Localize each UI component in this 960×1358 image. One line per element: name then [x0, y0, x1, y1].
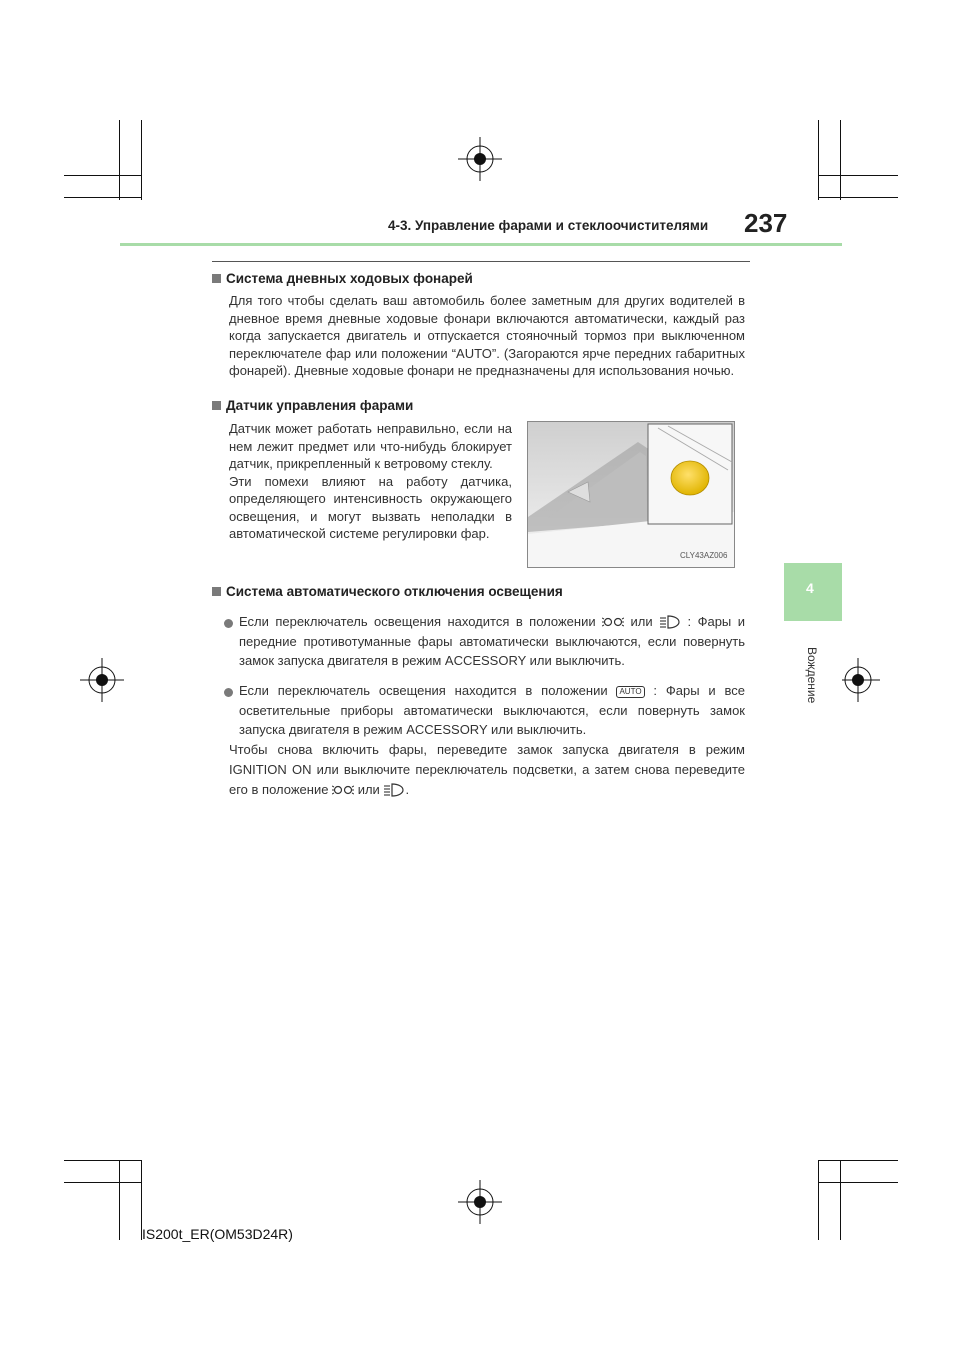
headlights-icon	[659, 614, 681, 630]
parking-lights-icon	[602, 614, 624, 630]
model-code: IS200t_ER(OM53D24R)	[142, 1226, 293, 1242]
page-number: 237	[744, 208, 788, 238]
square-bullet-icon	[212, 401, 221, 410]
section-paragraph: Для того чтобы сделать ваш автомобиль более заметным для других водителей в дневное время дневные ходовые фонари включаются автоматически, каждый раз когда запускается двигатель и отпускается стояночный тормоз при выключенном переключателе фар или положении “AUTO”. (Загораются ярче передних габаритных фонарей). Дневные ходовые фонари не предназначены для использования ночью.	[229, 293, 745, 378]
chapter-label: Вождение	[805, 647, 819, 704]
section-paragraph: Датчик может работать неправильно, если на нем лежит предмет или что-нибудь блокирует датчик, прикрепленный к ветровому стеклу. Эти помехи влияют на работу датчика, определяющего интенсивность окружающего освещения, и могут вызвать неполадки в автоматической системе регулировки фар.	[229, 421, 512, 541]
header-divider	[120, 243, 842, 246]
square-bullet-icon	[212, 274, 221, 283]
square-bullet-icon	[212, 587, 221, 596]
bullet-paragraph: Если переключатель освещения находится в положении или : Фары и передние противотуманные фары автоматически выключаются, если повернуть замок запуска двигателя в режим ACCESSORY или выключить.	[239, 614, 745, 668]
auto-mode-icon: AUTO	[616, 686, 644, 698]
registration-mark-right	[836, 658, 880, 702]
round-bullet-icon	[224, 619, 233, 628]
parking-lights-icon	[332, 782, 354, 798]
registration-mark-bottom	[458, 1180, 502, 1224]
chapter-number: 4	[806, 580, 814, 596]
sensor-illustration	[527, 421, 735, 568]
registration-mark-left	[80, 658, 124, 702]
section-heading: Система дневных ходовых фонарей	[212, 271, 473, 286]
figure-code: CLY43AZ006	[680, 551, 728, 560]
registration-mark-top	[458, 137, 502, 181]
section-title: 4-3. Управление фарами и стеклоочистителями	[388, 218, 709, 233]
windshield-sensor-image	[528, 422, 734, 567]
section-heading: Датчик управления фарами	[212, 398, 413, 413]
content-divider	[212, 261, 750, 262]
round-bullet-icon	[224, 688, 233, 697]
section-heading: Система автоматического отключения освещения	[212, 584, 563, 599]
bullet-paragraph: Если переключатель освещения находится в положении AUTO : Фары и все осветительные приборы автоматически выключаются, если повернуть замок запуска двигателя в режим ACCESSORY или выключить.	[239, 683, 745, 737]
closing-paragraph: Чтобы снова включить фары, переведите замок запуска двигателя в режим IGNITION ON или выключите переключатель подсветки, а затем снова переведите его в положение или .	[229, 742, 745, 797]
headlights-icon	[383, 782, 405, 798]
